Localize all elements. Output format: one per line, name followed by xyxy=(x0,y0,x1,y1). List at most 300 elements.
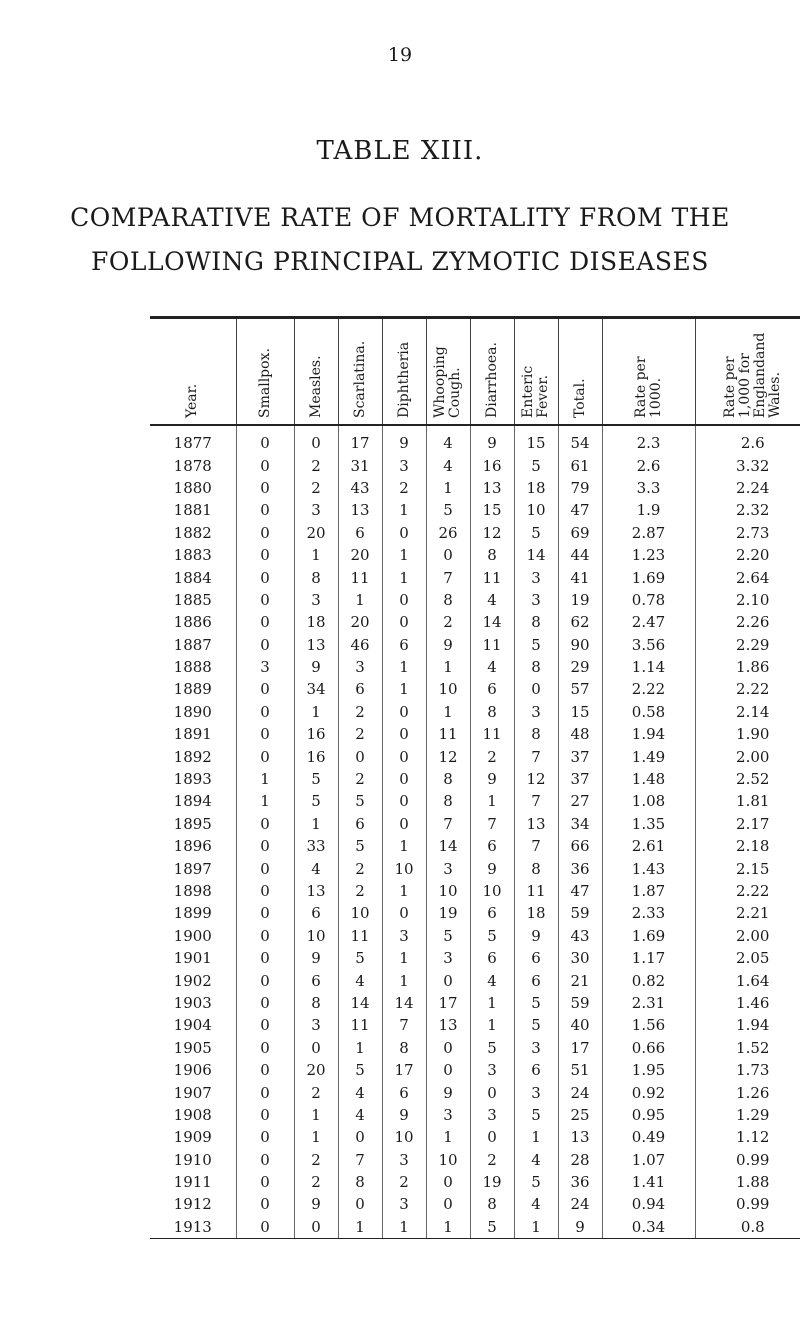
value-cell: 3 xyxy=(294,1014,338,1036)
value-cell: 3 xyxy=(514,1081,558,1103)
value-cell: 0.66 xyxy=(602,1037,695,1059)
value-cell: 37 xyxy=(558,768,602,790)
value-cell: 2 xyxy=(382,477,426,499)
value-cell: 0 xyxy=(382,768,426,790)
value-cell: 1 xyxy=(426,477,470,499)
value-cell: 0 xyxy=(236,1104,294,1126)
value-cell: 2.18 xyxy=(695,835,800,857)
value-cell: 6 xyxy=(382,1081,426,1103)
value-cell: 1 xyxy=(426,656,470,678)
year-cell: 1902 xyxy=(173,971,212,990)
value-cell: 46 xyxy=(338,634,382,656)
value-cell: 18 xyxy=(514,477,558,499)
value-cell: 36 xyxy=(558,1171,602,1193)
value-cell: 44 xyxy=(558,544,602,566)
value-cell: 8 xyxy=(426,790,470,812)
value-cell: 0 xyxy=(236,499,294,521)
value-cell: 1.69 xyxy=(602,925,695,947)
value-cell: 4 xyxy=(294,857,338,879)
table-row xyxy=(150,1193,800,1215)
table-row xyxy=(150,656,800,678)
table-row xyxy=(150,880,800,902)
value-cell: 0 xyxy=(338,1193,382,1215)
value-cell: 1.48 xyxy=(602,768,695,790)
value-cell: 0 xyxy=(236,902,294,924)
value-cell: 5 xyxy=(338,947,382,969)
value-cell: 3 xyxy=(382,1149,426,1171)
value-cell: 0 xyxy=(236,425,294,454)
value-cell: 6 xyxy=(294,969,338,991)
value-cell: 2.05 xyxy=(695,947,800,969)
value-cell: 3 xyxy=(294,589,338,611)
value-cell: 1 xyxy=(382,656,426,678)
value-cell: 6 xyxy=(514,1059,558,1081)
table-row xyxy=(150,947,800,969)
value-cell: 17 xyxy=(558,1037,602,1059)
value-cell: 0 xyxy=(470,1081,514,1103)
value-cell: 9 xyxy=(470,857,514,879)
column-header xyxy=(514,318,558,426)
value-cell: 5 xyxy=(470,1037,514,1059)
value-cell: 8 xyxy=(470,1193,514,1215)
value-cell: 34 xyxy=(558,813,602,835)
value-cell: 2.3 xyxy=(602,425,695,454)
value-cell: 1 xyxy=(236,768,294,790)
value-cell: 26 xyxy=(426,522,470,544)
value-cell: 0 xyxy=(382,723,426,745)
value-cell: 0 xyxy=(338,745,382,767)
value-cell: 69 xyxy=(558,522,602,544)
column-header-label: Year. xyxy=(184,383,201,418)
value-cell: 2.20 xyxy=(695,544,800,566)
value-cell: 40 xyxy=(558,1014,602,1036)
table-row xyxy=(150,522,800,544)
value-cell: 20 xyxy=(294,1059,338,1081)
value-cell: 2 xyxy=(470,1149,514,1171)
year-cell: 1892 xyxy=(173,747,212,766)
value-cell: 27 xyxy=(558,790,602,812)
value-cell: 30 xyxy=(558,947,602,969)
value-cell: 48 xyxy=(558,723,602,745)
value-cell: 0 xyxy=(236,745,294,767)
value-cell: 0 xyxy=(236,723,294,745)
value-cell: 1 xyxy=(382,1216,426,1239)
value-cell: 5 xyxy=(426,925,470,947)
value-cell: 6 xyxy=(470,678,514,700)
table-row xyxy=(150,969,800,991)
year-cell: 1897 xyxy=(173,859,212,878)
value-cell: 7 xyxy=(426,813,470,835)
value-cell: 8 xyxy=(514,857,558,879)
value-cell: 0.94 xyxy=(602,1193,695,1215)
value-cell: 5 xyxy=(426,499,470,521)
value-cell: 2.10 xyxy=(695,589,800,611)
value-cell: 14 xyxy=(470,611,514,633)
year-cell: 1890 xyxy=(173,702,212,721)
value-cell: 6 xyxy=(338,678,382,700)
table-row xyxy=(150,902,800,924)
year-cell: 1903 xyxy=(173,993,212,1012)
table-row xyxy=(150,857,800,879)
column-header-label: Enteric Fever. xyxy=(520,365,551,418)
value-cell: 90 xyxy=(558,634,602,656)
value-cell: 4 xyxy=(338,1081,382,1103)
table-subtitle-line-1: COMPARATIVE RATE OF MORTALITY FROM THE xyxy=(70,203,730,232)
value-cell: 59 xyxy=(558,902,602,924)
value-cell: 0 xyxy=(294,425,338,454)
value-cell: 2 xyxy=(382,1171,426,1193)
value-cell: 4 xyxy=(470,969,514,991)
value-cell: 18 xyxy=(294,611,338,633)
value-cell: 0 xyxy=(338,1126,382,1148)
column-header xyxy=(236,318,294,426)
value-cell: 6 xyxy=(382,634,426,656)
value-cell: 1.9 xyxy=(602,499,695,521)
value-cell: 5 xyxy=(338,790,382,812)
value-cell: 1.12 xyxy=(695,1126,800,1148)
value-cell: 31 xyxy=(338,454,382,476)
value-cell: 3 xyxy=(514,589,558,611)
column-header xyxy=(294,318,338,426)
year-cell: 1911 xyxy=(173,1173,212,1192)
value-cell: 79 xyxy=(558,477,602,499)
value-cell: 0 xyxy=(236,835,294,857)
table-title: TABLE XIII. xyxy=(316,136,484,166)
value-cell: 0 xyxy=(236,634,294,656)
value-cell: 9 xyxy=(382,425,426,454)
value-cell: 1 xyxy=(426,1216,470,1239)
value-cell: 0 xyxy=(294,1216,338,1239)
value-cell: 0 xyxy=(236,522,294,544)
column-header-label: Smallpox. xyxy=(256,348,273,418)
table-row xyxy=(150,1081,800,1103)
value-cell: 8 xyxy=(514,611,558,633)
value-cell: 0 xyxy=(426,1037,470,1059)
value-cell: 57 xyxy=(558,678,602,700)
value-cell: 8 xyxy=(294,992,338,1014)
value-cell: 1 xyxy=(382,499,426,521)
value-cell: 12 xyxy=(470,522,514,544)
value-cell: 0 xyxy=(426,1193,470,1215)
value-cell: 2.24 xyxy=(695,477,800,499)
value-cell: 0 xyxy=(426,1171,470,1193)
table-row xyxy=(150,1104,800,1126)
year-cell: 1880 xyxy=(173,478,212,497)
value-cell: 9 xyxy=(294,947,338,969)
value-cell: 2 xyxy=(338,701,382,723)
value-cell: 47 xyxy=(558,499,602,521)
column-header xyxy=(558,318,602,426)
value-cell: 0 xyxy=(236,947,294,969)
value-cell: 59 xyxy=(558,992,602,1014)
value-cell: 10 xyxy=(338,902,382,924)
value-cell: 2.14 xyxy=(695,701,800,723)
value-cell: 0 xyxy=(514,678,558,700)
value-cell: 3 xyxy=(514,566,558,588)
value-cell: 2.00 xyxy=(695,745,800,767)
value-cell: 1.90 xyxy=(695,723,800,745)
value-cell: 4 xyxy=(426,425,470,454)
value-cell: 16 xyxy=(470,454,514,476)
value-cell: 19 xyxy=(558,589,602,611)
value-cell: 1.49 xyxy=(602,745,695,767)
value-cell: 24 xyxy=(558,1193,602,1215)
value-cell: 7 xyxy=(338,1149,382,1171)
value-cell: 0.99 xyxy=(695,1149,800,1171)
value-cell: 2 xyxy=(294,1149,338,1171)
value-cell: 13 xyxy=(426,1014,470,1036)
value-cell: 3 xyxy=(514,1037,558,1059)
table-row xyxy=(150,790,800,812)
value-cell: 9 xyxy=(514,925,558,947)
value-cell: 10 xyxy=(470,880,514,902)
table-row xyxy=(150,589,800,611)
value-cell: 3.32 xyxy=(695,454,800,476)
value-cell: 1.29 xyxy=(695,1104,800,1126)
value-cell: 8 xyxy=(294,566,338,588)
value-cell: 8 xyxy=(382,1037,426,1059)
value-cell: 0 xyxy=(236,566,294,588)
value-cell: 9 xyxy=(426,1081,470,1103)
value-cell: 8 xyxy=(426,589,470,611)
value-cell: 1 xyxy=(338,1037,382,1059)
value-cell: 0 xyxy=(382,611,426,633)
value-cell: 7 xyxy=(514,790,558,812)
table-body xyxy=(150,425,800,1239)
value-cell: 13 xyxy=(514,813,558,835)
value-cell: 1 xyxy=(382,544,426,566)
value-cell: 3 xyxy=(294,499,338,521)
value-cell: 9 xyxy=(382,1104,426,1126)
value-cell: 8 xyxy=(514,656,558,678)
value-cell: 0 xyxy=(236,857,294,879)
column-header-label: Scarlatina. xyxy=(351,340,368,418)
value-cell: 4 xyxy=(338,1104,382,1126)
value-cell: 11 xyxy=(426,723,470,745)
value-cell: 11 xyxy=(338,1014,382,1036)
value-cell: 6 xyxy=(470,902,514,924)
value-cell: 3 xyxy=(470,1104,514,1126)
year-cell: 1908 xyxy=(173,1105,212,1124)
value-cell: 0.99 xyxy=(695,1193,800,1215)
value-cell: 5 xyxy=(338,835,382,857)
value-cell: 7 xyxy=(426,566,470,588)
value-cell: 6 xyxy=(294,902,338,924)
value-cell: 8 xyxy=(426,768,470,790)
value-cell: 0 xyxy=(236,925,294,947)
value-cell: 3 xyxy=(426,947,470,969)
table-row xyxy=(150,611,800,633)
value-cell: 11 xyxy=(470,723,514,745)
value-cell: 6 xyxy=(338,813,382,835)
value-cell: 2.22 xyxy=(602,678,695,700)
value-cell: 1 xyxy=(338,1216,382,1239)
value-cell: 61 xyxy=(558,454,602,476)
year-cell: 1885 xyxy=(173,590,212,609)
value-cell: 0 xyxy=(236,1193,294,1215)
value-cell: 3.3 xyxy=(602,477,695,499)
value-cell: 5 xyxy=(514,1171,558,1193)
year-cell: 1913 xyxy=(150,1216,236,1239)
value-cell: 2 xyxy=(426,611,470,633)
value-cell: 2.22 xyxy=(695,678,800,700)
value-cell: 1 xyxy=(382,835,426,857)
value-cell: 11 xyxy=(338,925,382,947)
value-cell: 2.61 xyxy=(602,835,695,857)
value-cell: 1 xyxy=(294,813,338,835)
year-cell: 1907 xyxy=(173,1083,212,1102)
value-cell: 1.43 xyxy=(602,857,695,879)
value-cell: 0 xyxy=(236,544,294,566)
value-cell: 10 xyxy=(382,1126,426,1148)
value-cell: 1.87 xyxy=(602,880,695,902)
value-cell: 1 xyxy=(514,1216,558,1239)
value-cell: 3 xyxy=(470,1059,514,1081)
value-cell: 5 xyxy=(470,925,514,947)
value-cell: 11 xyxy=(470,634,514,656)
value-cell: 3 xyxy=(382,1193,426,1215)
value-cell: 4 xyxy=(514,1193,558,1215)
value-cell: 0 xyxy=(470,1126,514,1148)
table-row xyxy=(150,1149,800,1171)
value-cell: 2 xyxy=(294,454,338,476)
value-cell: 1 xyxy=(294,1126,338,1148)
value-cell: 1 xyxy=(382,678,426,700)
table-row xyxy=(150,425,800,454)
value-cell: 0 xyxy=(236,454,294,476)
value-cell: 5 xyxy=(514,1014,558,1036)
value-cell: 62 xyxy=(558,611,602,633)
column-header-label: Rate per 1000. xyxy=(632,356,664,418)
year-cell: 1910 xyxy=(173,1150,212,1169)
value-cell: 66 xyxy=(558,835,602,857)
value-cell: 0 xyxy=(382,589,426,611)
value-cell: 5 xyxy=(514,992,558,1014)
value-cell: 1 xyxy=(426,1126,470,1148)
table-row xyxy=(150,745,800,767)
value-cell: 16 xyxy=(294,745,338,767)
value-cell: 11 xyxy=(470,566,514,588)
value-cell: 0 xyxy=(236,992,294,1014)
column-header xyxy=(426,318,470,426)
value-cell: 1 xyxy=(294,544,338,566)
value-cell: 13 xyxy=(558,1126,602,1148)
value-cell: 1 xyxy=(426,701,470,723)
value-cell: 1.88 xyxy=(695,1171,800,1193)
year-cell: 1893 xyxy=(173,770,212,789)
value-cell: 0.82 xyxy=(602,969,695,991)
year-cell: 1886 xyxy=(173,613,212,632)
value-cell: 0 xyxy=(426,1059,470,1081)
value-cell: 1.26 xyxy=(695,1081,800,1103)
value-cell: 0 xyxy=(294,1037,338,1059)
value-cell: 13 xyxy=(470,477,514,499)
column-header xyxy=(602,318,695,426)
value-cell: 0 xyxy=(382,522,426,544)
table-row xyxy=(150,925,800,947)
year-cell: 1878 xyxy=(173,456,212,475)
value-cell: 1 xyxy=(294,701,338,723)
value-cell: 2.73 xyxy=(695,522,800,544)
value-cell: 0 xyxy=(236,1216,294,1239)
value-cell: 3 xyxy=(382,925,426,947)
value-cell: 0 xyxy=(236,701,294,723)
value-cell: 0 xyxy=(236,589,294,611)
column-header-label: Rate per 1,000 for Englandand Wales. xyxy=(721,332,783,418)
value-cell: 4 xyxy=(338,969,382,991)
value-cell: 1.46 xyxy=(695,992,800,1014)
value-cell: 2 xyxy=(338,768,382,790)
value-cell: 0 xyxy=(236,611,294,633)
value-cell: 2.26 xyxy=(695,611,800,633)
value-cell: 14 xyxy=(382,992,426,1014)
value-cell: 1 xyxy=(382,969,426,991)
value-cell: 0 xyxy=(382,813,426,835)
value-cell: 2.29 xyxy=(695,634,800,656)
column-header-label: Measles. xyxy=(307,355,324,418)
year-cell: 1881 xyxy=(173,501,212,520)
column-header xyxy=(338,318,382,426)
value-cell: 1.94 xyxy=(695,1014,800,1036)
value-cell: 6 xyxy=(338,522,382,544)
value-cell: 15 xyxy=(470,499,514,521)
table-row xyxy=(150,992,800,1014)
year-cell: 1904 xyxy=(173,1016,212,1035)
column-header-label: Diarrhoea. xyxy=(483,342,500,418)
value-cell: 18 xyxy=(514,902,558,924)
value-cell: 0 xyxy=(236,880,294,902)
year-cell: 1909 xyxy=(173,1128,212,1147)
value-cell: 2 xyxy=(338,857,382,879)
value-cell: 2.64 xyxy=(695,566,800,588)
value-cell: 2 xyxy=(294,1171,338,1193)
year-cell: 1899 xyxy=(173,904,212,923)
table-row xyxy=(150,1171,800,1193)
value-cell: 7 xyxy=(514,745,558,767)
value-cell: 0 xyxy=(382,790,426,812)
value-cell: 0.8 xyxy=(695,1216,800,1239)
mortality-table xyxy=(150,316,800,1239)
value-cell: 1.64 xyxy=(695,969,800,991)
value-cell: 2 xyxy=(294,1081,338,1103)
value-cell: 51 xyxy=(558,1059,602,1081)
year-cell: 1906 xyxy=(173,1061,212,1080)
value-cell: 14 xyxy=(426,835,470,857)
value-cell: 0 xyxy=(382,902,426,924)
year-cell: 1882 xyxy=(173,523,212,542)
value-cell: 1 xyxy=(382,947,426,969)
value-cell: 2 xyxy=(338,880,382,902)
column-header-label: Diphtheria xyxy=(395,341,412,418)
value-cell: 54 xyxy=(558,425,602,454)
value-cell: 1.56 xyxy=(602,1014,695,1036)
year-cell: 1889 xyxy=(173,680,212,699)
value-cell: 9 xyxy=(294,656,338,678)
value-cell: 7 xyxy=(514,835,558,857)
value-cell: 10 xyxy=(382,857,426,879)
value-cell: 0.34 xyxy=(602,1216,695,1239)
value-cell: 2.6 xyxy=(695,425,800,454)
value-cell: 5 xyxy=(294,768,338,790)
value-cell: 3 xyxy=(426,857,470,879)
table-row xyxy=(150,723,800,745)
value-cell: 20 xyxy=(338,544,382,566)
value-cell: 34 xyxy=(294,678,338,700)
year-cell: 1898 xyxy=(173,882,212,900)
value-cell: 0 xyxy=(236,1037,294,1059)
value-cell: 0 xyxy=(236,678,294,700)
value-cell: 1.23 xyxy=(602,544,695,566)
